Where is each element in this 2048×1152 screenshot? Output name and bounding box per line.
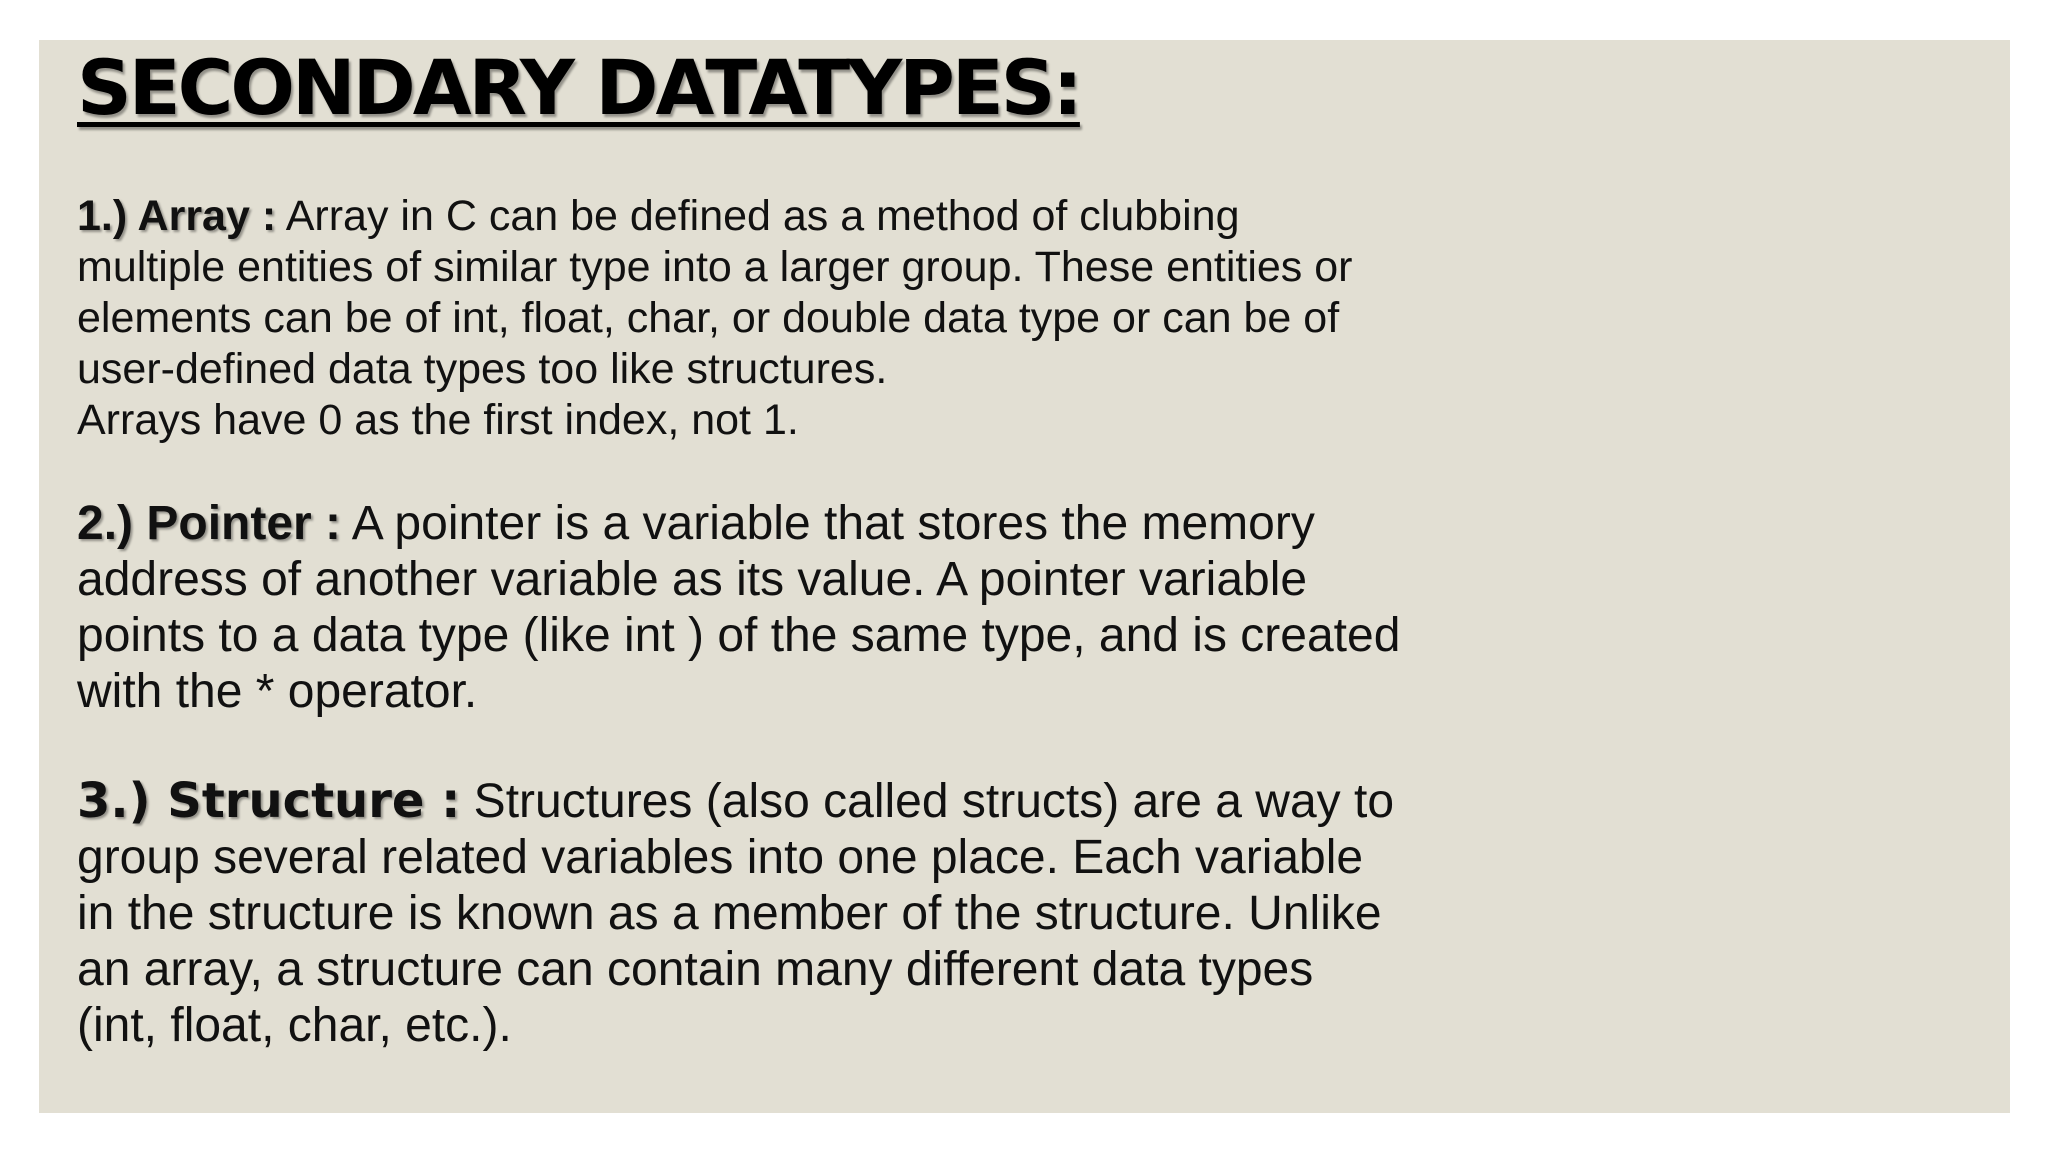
slide-title: SECONDARY DATATYPES:: [77, 43, 1080, 132]
item-pointer-line-2: address of another variable as its value. A pointer variable: [77, 553, 1308, 606]
item-structure-text-1: Structures (also called structs) are a way to: [460, 775, 1395, 828]
item-structure-line-2: group several related variables into one place. Each variable: [77, 831, 1364, 884]
item-structure-line-3: in the structure is known as a member of the structure. Unlike: [77, 887, 1382, 940]
item-array-line-1: [77, 191, 1353, 242]
item-structure: [77, 773, 1394, 1054]
item-array: [77, 191, 1353, 446]
item-structure-line-5: (int, float, char, etc.).: [77, 999, 512, 1052]
item-pointer-line-3: points to a data type (like int ) of the same type, and is created: [77, 609, 1401, 662]
item-array-line-2: multiple entities of similar type into a larger group. These entities or: [77, 243, 1353, 291]
item-array-label: 1.) Array :: [77, 192, 277, 240]
item-pointer-text-1: A pointer is a variable that stores the memory: [341, 497, 1315, 550]
item-array-line-4: user-defined data types too like structures.: [77, 345, 888, 393]
item-pointer-line-1: [77, 496, 1400, 552]
item-pointer-label: 2.) Pointer :: [77, 497, 342, 550]
item-pointer: [77, 496, 1400, 720]
item-array-line-3: elements can be of int, float, char, or double data type or can be of: [77, 294, 1340, 342]
item-pointer-line-4: with the * operator.: [77, 665, 478, 718]
item-structure-line-1: [77, 773, 1394, 830]
item-array-text-1: Array in C can be defined as a method of clubbing: [276, 192, 1240, 240]
item-array-line-5: Arrays have 0 as the first index, not 1.: [77, 396, 799, 444]
item-structure-label: 3.) Structure :: [77, 773, 461, 829]
item-structure-line-4: an array, a structure can contain many different data types: [77, 943, 1314, 996]
slide: [39, 40, 2010, 1113]
